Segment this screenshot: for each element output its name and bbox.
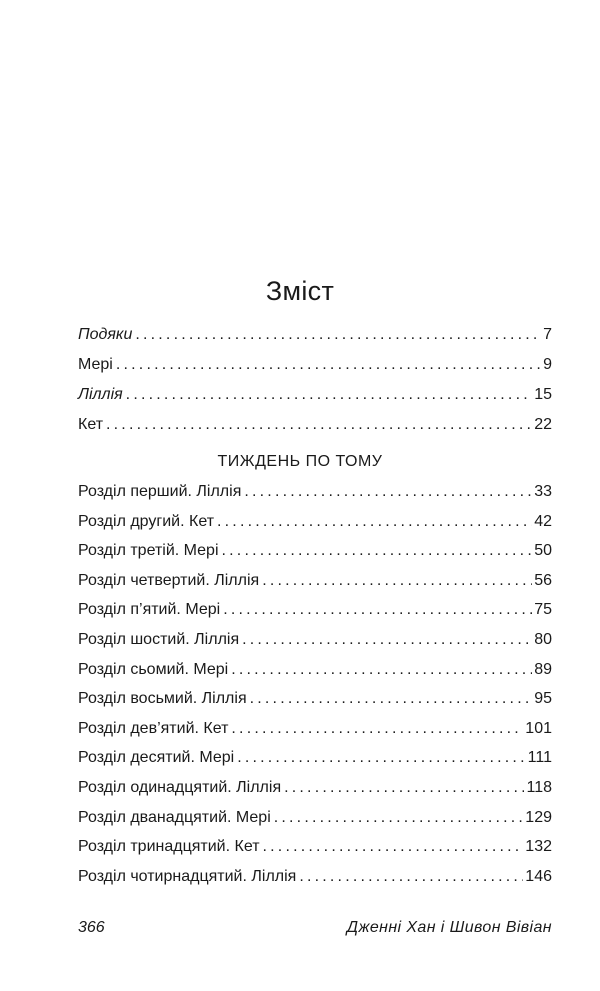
footer-page-number: 366 [78, 919, 105, 936]
toc-entry-label: Мері [78, 356, 113, 373]
chapter-label: Розділ одинадцятий. Ліллія [78, 778, 282, 796]
toc-chapter-entry [78, 631, 552, 661]
leader-dots [284, 779, 524, 797]
footer-author: Дженні Хан і Шивон Вівіан [346, 919, 552, 936]
toc-chapter-entry [78, 572, 552, 602]
chapter-page: 118 [526, 778, 552, 796]
chapter-page: 50 [534, 542, 552, 560]
chapter-page: 80 [534, 630, 552, 648]
chapter-page: 75 [534, 601, 552, 619]
toc-chapter-entry [78, 542, 552, 572]
leader-dots [262, 572, 532, 590]
leader-dots [237, 749, 525, 767]
chapter-label: Розділ чотирнадцятий. Ліллія [78, 867, 297, 885]
leader-dots [274, 809, 524, 827]
leader-dots [231, 661, 532, 679]
toc-entry [78, 416, 552, 446]
leader-dots [106, 416, 532, 434]
toc-chapter-entry [78, 749, 552, 779]
chapter-page: 42 [534, 512, 552, 530]
chapter-page: 132 [525, 838, 552, 856]
toc-chapter-entry [78, 868, 552, 898]
leader-dots [263, 838, 524, 856]
toc-entry [78, 386, 552, 416]
toc-chapter-entry [78, 838, 552, 868]
leader-dots [244, 483, 532, 501]
toc-chapter-entry [78, 809, 552, 839]
leader-dots [223, 601, 532, 619]
section-heading: ТИЖДЕНЬ ПО ТОМУ [217, 453, 383, 470]
chapter-label: Розділ восьмий. Ліллія [78, 690, 247, 708]
chapter-label: Розділ п’ятий. Мері [78, 601, 221, 619]
chapter-page: 56 [534, 571, 552, 589]
leader-dots [250, 690, 533, 708]
leader-dots [222, 542, 533, 560]
chapter-label: Розділ сьомий. Мері [78, 660, 229, 678]
chapter-label: Розділ другий. Кет [78, 512, 215, 530]
leader-dots [126, 386, 533, 404]
toc-chapter-entry [78, 513, 552, 543]
toc-chapter-entry [78, 483, 552, 513]
chapter-page: 129 [525, 808, 552, 826]
toc-chapter-entry [78, 661, 552, 691]
toc-entry [78, 326, 552, 356]
chapter-page: 146 [525, 867, 552, 885]
chapter-page: 101 [525, 719, 552, 737]
toc-entry-page: 22 [534, 416, 552, 433]
toc-entry-page: 9 [543, 356, 552, 373]
leader-dots [231, 720, 523, 738]
leader-dots [242, 631, 532, 649]
chapter-page: 33 [534, 483, 552, 500]
toc-entry-label: Кет [78, 416, 104, 433]
toc-entry-page: 15 [534, 386, 552, 403]
leader-dots [116, 356, 541, 374]
leader-dots [217, 513, 532, 531]
chapter-label: Розділ перший. Ліллія [78, 483, 242, 500]
chapter-label: Розділ дев’ятий. Кет [78, 719, 229, 737]
leader-dots [299, 868, 523, 886]
toc-entry [78, 356, 552, 386]
chapter-label: Розділ тринадцятий. Кет [78, 838, 260, 856]
page-footer [78, 919, 552, 937]
toc-title: Зміст [265, 276, 335, 306]
toc-entry-label: Ліллія [78, 386, 123, 403]
toc-chapter-entry [78, 720, 552, 750]
toc-intro-list [78, 326, 552, 446]
leader-dots [135, 326, 541, 344]
toc-chapter-entry [78, 601, 552, 631]
chapter-label: Розділ третій. Мері [78, 542, 219, 560]
chapter-label: Розділ шостий. Ліллія [78, 630, 240, 648]
chapter-page: 95 [534, 690, 552, 708]
chapter-page: 111 [527, 749, 552, 767]
toc-chapter-entry [78, 779, 552, 809]
chapter-page: 89 [534, 660, 552, 678]
chapter-label: Розділ десятий. Мері [78, 749, 235, 767]
toc-entry-label: Подяки [78, 326, 133, 343]
chapter-label: Розділ дванадцятий. Мері [78, 808, 271, 826]
toc-chapter-entry [78, 690, 552, 720]
toc-entry-page: 7 [543, 326, 552, 343]
chapter-label: Розділ четвертий. Ліллія [78, 571, 260, 589]
toc-chapter-list [78, 483, 552, 897]
